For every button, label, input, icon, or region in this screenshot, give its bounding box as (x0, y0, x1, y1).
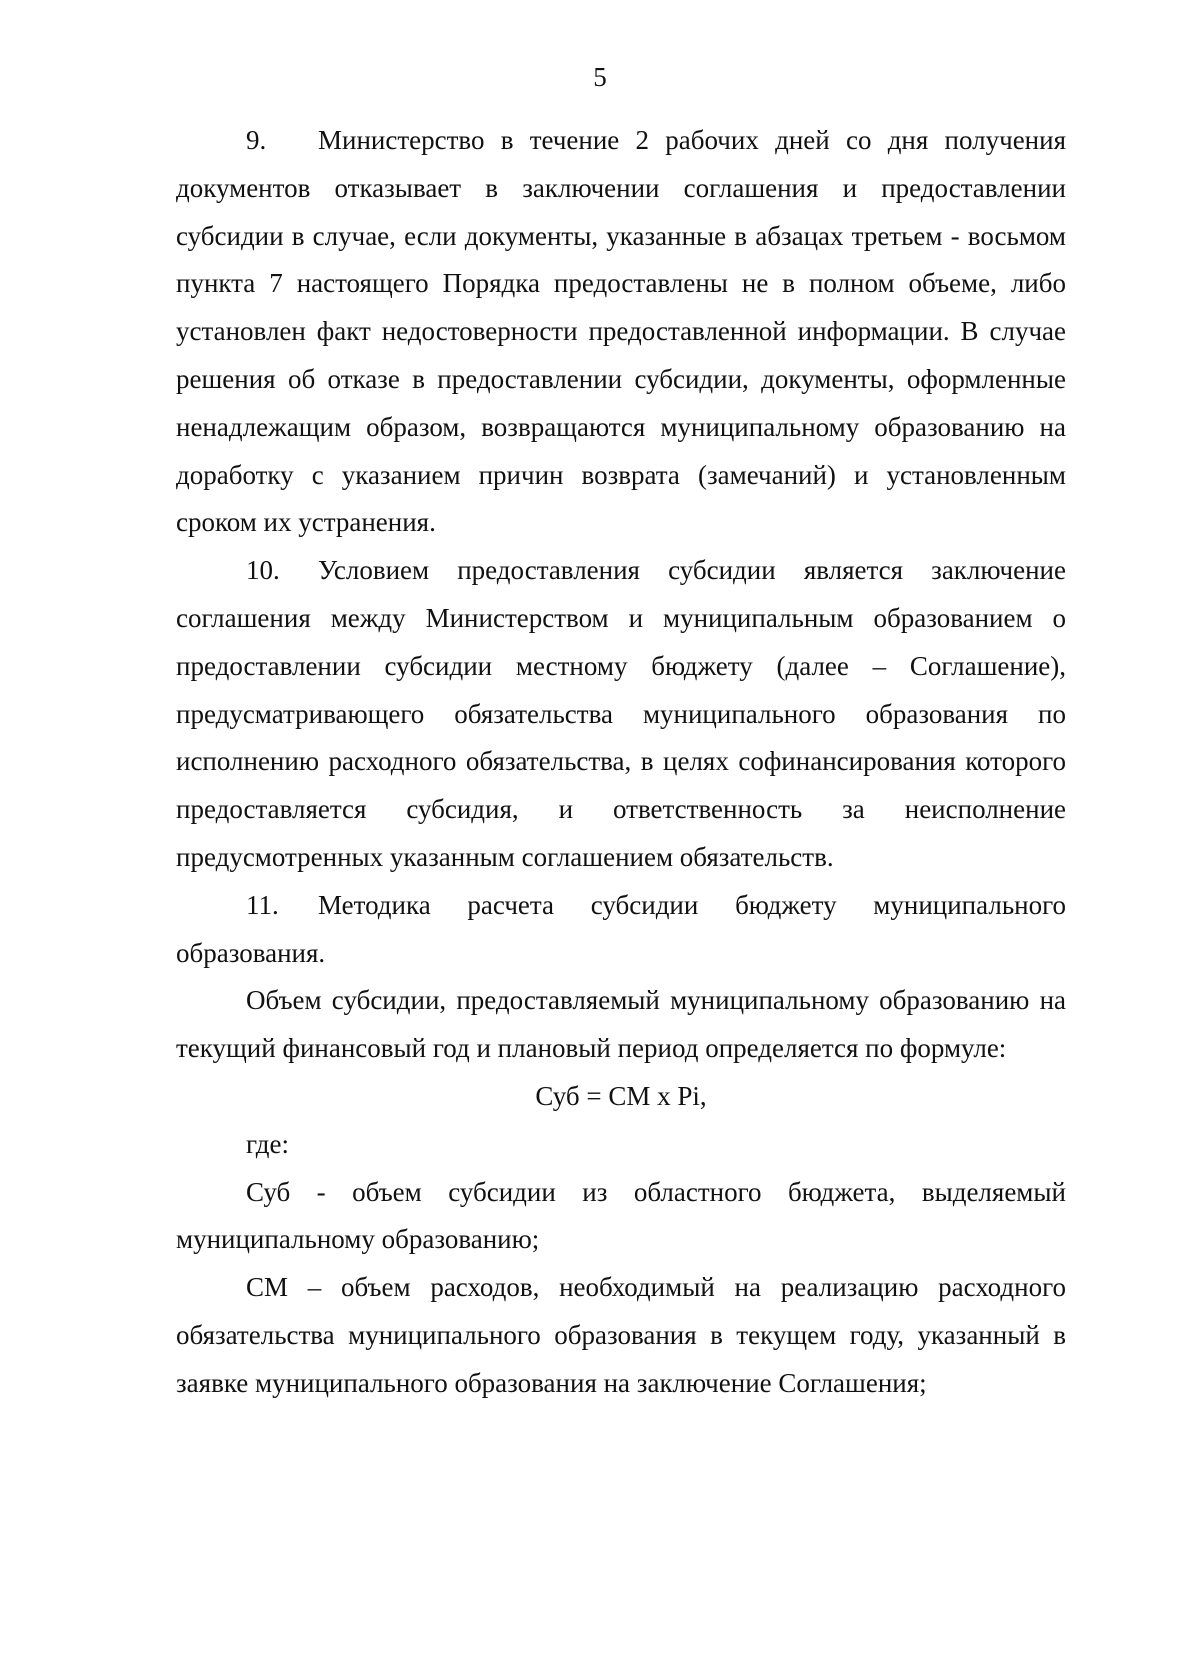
page-number: 5 (593, 62, 607, 92)
subsidy-formula: Суб = СМ х Pi, (535, 1080, 707, 1111)
paragraph-11 (176, 882, 1066, 978)
paragraph-11-text: Методика расчета субсидии бюджету муниципального образования. (176, 889, 1066, 968)
paragraph-9 (176, 117, 1066, 547)
paragraph-11-number: 11. (246, 889, 279, 920)
definition-sm: СМ – объем расходов, необходимый на реализацию расходного обязательства муниципального образования в текущем году, указанный в заявке муниципального образования на заключение Соглашения; (176, 1272, 1066, 1398)
definition-sub: Суб - объем субсидии из областного бюджета, выделяемый муниципальному образованию; (176, 1176, 1066, 1255)
paragraph-9-number: 9. (246, 125, 267, 155)
subsidy-volume-paragraph: Объем субсидии, предоставляемый муниципальному образованию на текущий финансовый год и плановый период определяется по формуле: (176, 985, 1066, 1064)
paragraph-9-text: Министерство в течение 2 рабочих дней со дня получения документов отказывает в заключении соглашения и предоставлении субсидии в случае, если документы, указанные в абзацах третьем - восьмом пункта 7 настоящего Порядка предоставлены не в полном объеме, либо установлен факт недостоверности предоставленной информации. В случае решения об отказе в предоставлении субсидии, документы, оформленные ненадлежащим образом, возвращаются муниципальному образованию на доработку с указанием причин возврата (замечаний) и установленным сроком их устранения. (176, 125, 1066, 538)
document-body (176, 117, 1066, 1408)
paragraph-10-text: Условием предоставления субсидии является заключение соглашения между Министерством и муниципальным образованием о предоставлении субсидии местному бюджету (далее – Соглашение), предусматривающего обязательства муниципального образования по исполнению расходного обязательства, в целях софинансирования которого предоставляется субсидия, и ответственность за неисполнение предусмотренных указанным соглашением обязательств. (176, 555, 1066, 872)
where-label: где: (246, 1128, 289, 1159)
paragraph-10-number: 10. (246, 555, 280, 586)
paragraph-10 (176, 547, 1066, 882)
